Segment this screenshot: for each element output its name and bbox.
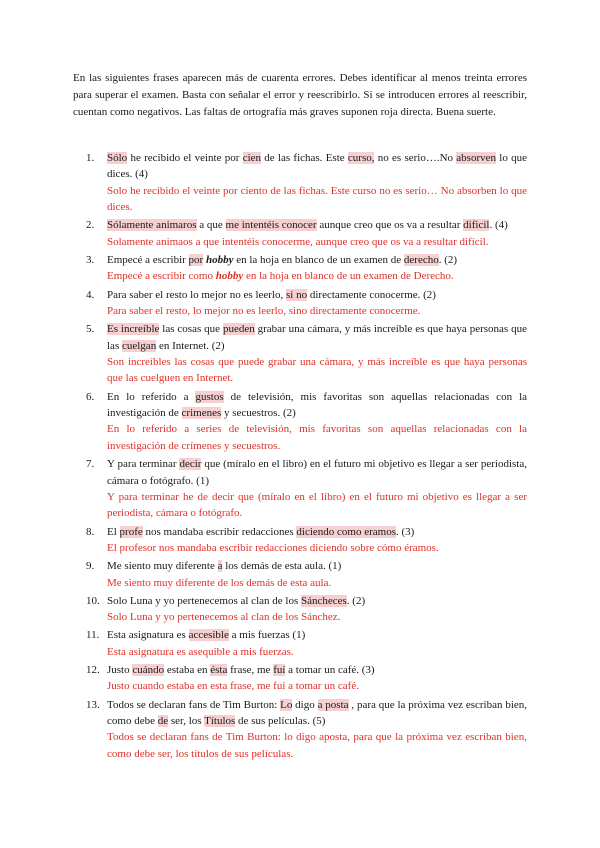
- erroneous-sentence: [107, 321, 527, 354]
- corrected-sentence: En lo referido a series de televisión, mis favoritas son aquellas relacionadas con la investigación de crímenes y secuestros.: [107, 423, 527, 452]
- text-run: . (3): [395, 525, 415, 538]
- corrected-sentence: Para saber el resto, lo mejor no es leerlo, sino directamente conocerme.: [107, 305, 421, 318]
- exercise-item: [73, 252, 527, 285]
- text-run: he recibido el veinte por: [127, 152, 243, 164]
- highlighted-error: Lo: [280, 698, 293, 711]
- text-run: Justo: [107, 663, 133, 676]
- highlighted-error: Sáncheces: [300, 594, 347, 607]
- erroneous-sentence: [107, 524, 527, 540]
- item-number: 7.: [86, 458, 95, 471]
- exercise-item: [73, 627, 527, 660]
- exercise-list: [73, 150, 527, 764]
- text-run: ser, los: [168, 714, 205, 727]
- highlighted-error: a posta: [317, 698, 349, 711]
- corrected-sentence: Solo he recibido el veinte por ciento de las fichas. Este curso no es serio… No absorben lo que dices.: [107, 184, 527, 214]
- item-number: 13.: [86, 698, 100, 711]
- erroneous-sentence: [107, 217, 527, 233]
- text-run: . (4): [489, 219, 508, 232]
- item-number: 6.: [86, 390, 95, 403]
- text-run: Para saber el resto lo mejor no es leerlo,: [107, 288, 286, 301]
- text-run: Empecé a escribir: [107, 254, 189, 267]
- item-number: 9.: [86, 560, 95, 573]
- item-number: 3.: [86, 254, 95, 267]
- text-run: Esta asignatura es: [107, 629, 189, 642]
- item-number: 1.: [86, 152, 95, 164]
- highlighted-error: absorven: [456, 152, 497, 164]
- item-number: 11.: [86, 629, 100, 642]
- corrected-sentence: Esta asignatura es asequible a mis fuerzas.: [107, 645, 294, 658]
- highlighted-error: accesible: [188, 629, 229, 642]
- highlighted-error: cien: [242, 152, 262, 164]
- text-run: y secuestros. (2): [221, 407, 296, 420]
- highlighted-error: de: [157, 714, 169, 727]
- item-number: 5.: [86, 323, 95, 336]
- exercise-item: [73, 217, 527, 250]
- text-run: . (2): [346, 594, 366, 607]
- item-number: 8.: [86, 525, 95, 538]
- text-run: Empecé a escribir como: [107, 270, 216, 283]
- erroneous-sentence: [107, 593, 527, 609]
- exercise-item: [73, 697, 527, 763]
- text-run: a que: [196, 219, 226, 232]
- text-run: que (míralo en el libro) en el futuro mi objetivo es llegar a ser periodista, cámara o fotógrafo. (1): [107, 458, 527, 487]
- corrected-sentence: Y para terminar he de decir que (míralo en el libro) en el futuro mi objetivo es llegar a ser periodista, cámara o fotógrafo.: [107, 490, 527, 520]
- corrected-sentence: El profesor nos mandaba escribir redacciones diciendo sobre cómo éramos.: [107, 541, 439, 554]
- highlighted-error: Sólamente animaros: [107, 219, 197, 232]
- erroneous-sentence: [107, 287, 527, 303]
- text-run: de televisión, mis favoritas son aquellas relacionadas con la investigación de: [107, 390, 528, 420]
- text-run: en Internet. (2): [156, 339, 225, 352]
- highlighted-error: me intentéis conocer: [225, 219, 317, 232]
- highlighted-error: gustos: [195, 390, 224, 403]
- exercise-item: [73, 524, 527, 557]
- highlighted-error: Títulos: [204, 714, 236, 727]
- highlighted-error: curso,: [347, 152, 375, 164]
- italic-word: hobby: [205, 254, 234, 267]
- text-run: Me siento muy diferente: [107, 560, 218, 573]
- text-run: Solo Luna y yo pertenecemos al clan de los: [107, 594, 301, 607]
- highlighted-error: cuelgan: [121, 339, 157, 352]
- highlighted-error: cuándo: [132, 663, 165, 676]
- erroneous-sentence: [107, 150, 527, 183]
- item-number: 10.: [86, 594, 100, 607]
- highlighted-error: fuí: [273, 663, 286, 676]
- text-run: . (2): [438, 254, 458, 267]
- erroneous-sentence: [107, 697, 527, 730]
- highlighted-error: ésta: [210, 663, 228, 676]
- erroneous-sentence: [107, 558, 527, 574]
- corrected-sentence: Me siento muy diferente de los demás de esta aula.: [107, 576, 332, 589]
- text-run: estaba en: [164, 663, 211, 676]
- text-run: digo: [292, 698, 318, 711]
- text-run: de un examen de: [326, 254, 404, 267]
- exercise-item: [73, 558, 527, 591]
- text-run: en la hoja en blanco: [233, 254, 327, 267]
- text-run: Y para terminar: [107, 458, 180, 471]
- text-run: de sus películas. (5): [235, 714, 326, 727]
- text-run: las cosas que: [159, 323, 223, 336]
- exercise-item: [73, 662, 527, 695]
- highlighted-error: si no: [286, 288, 308, 301]
- highlighted-error: pueden: [222, 323, 255, 336]
- exercise-item: [73, 287, 527, 320]
- text-run: En lo referido a: [107, 390, 196, 403]
- corrected-sentence: Todos se declaran fans de Tim Burton: lo digo aposta, para que la próxima vez escriban bien, como debe ser, los títulos de sus películas.: [107, 731, 527, 760]
- highlighted-error: Sólo: [107, 152, 128, 164]
- text-run: en la hoja en blanco de un examen de Derecho.: [243, 270, 454, 283]
- corrected-sentence: Solo Luna y yo pertenecemos al clan de los Sánchez.: [107, 611, 341, 624]
- instructions-paragraph: En las siguientes frases aparecen más de cuarenta errores. Debes identificar al menos treinta errores para superar el examen. Basta con señalar el error y reescribirlo. Si se introducen errores al reescribir, cuentan como negativos. Las faltas de ortografía más graves suponen roja directa. Buena suerte.: [73, 72, 527, 119]
- text-run: de las fichas. Este: [261, 152, 348, 164]
- highlighted-error: dificil: [463, 219, 490, 232]
- exercise-item: [73, 389, 527, 455]
- item-number: 2.: [86, 219, 95, 232]
- erroneous-sentence: [107, 456, 527, 489]
- highlighted-error: crimenes: [181, 407, 222, 420]
- erroneous-sentence: [107, 662, 527, 678]
- corrected-sentence: [107, 268, 527, 284]
- erroneous-sentence: [107, 627, 527, 643]
- item-number: 12.: [86, 663, 100, 676]
- highlighted-error: diciendo como eramos: [296, 525, 396, 538]
- text-run: no es serio….No: [374, 152, 457, 164]
- text-run: Todos se declaran fans de Tim Burton:: [107, 698, 281, 711]
- highlighted-error: a: [217, 560, 223, 573]
- corrected-sentence: Justo cuando estaba en esta frase, me fui a tomar un café.: [107, 680, 359, 693]
- text-run: El: [107, 525, 120, 538]
- item-number: 4.: [86, 288, 95, 301]
- exercise-item: [73, 593, 527, 626]
- highlighted-error: Es increíble: [107, 323, 160, 336]
- text-run: a mis fuerzas (1): [228, 629, 306, 642]
- text-run: a tomar un café. (3): [285, 663, 375, 676]
- text-run: aunque creo que os va a resultar: [316, 219, 464, 232]
- text-run: nos mandaba escribir redacciones: [142, 525, 297, 538]
- highlighted-error: profe: [119, 525, 143, 538]
- italic-word: hobby: [215, 270, 244, 283]
- exercise-item: [73, 321, 527, 387]
- erroneous-sentence: [107, 252, 527, 268]
- erroneous-sentence: [107, 389, 527, 422]
- highlighted-error: por: [188, 254, 204, 267]
- text-run: , para que la próxima vez escriban bien, como debe: [107, 698, 528, 727]
- text-run: grabar una cámara, y más increíble es que haya personas que las: [107, 323, 527, 352]
- highlighted-error: derecho: [403, 254, 439, 267]
- corrected-sentence: Solamente animaos a que intentéis conocerme, aunque creo que os va a resultar difícil.: [107, 235, 489, 248]
- exercise-item: [73, 150, 527, 216]
- text-run: los demás de esta aula. (1): [222, 560, 342, 573]
- exercise-item: [73, 456, 527, 522]
- highlighted-error: decir: [179, 458, 202, 471]
- text-run: lo que dices. (4): [107, 152, 527, 181]
- text-run: frase, me: [227, 663, 274, 676]
- text-run: directamente conocerme. (2): [307, 288, 436, 301]
- corrected-sentence: Son increíbles las cosas que puede grabar una cámara, y más increíble es que haya personas que las cuelguen en Internet.: [107, 356, 527, 385]
